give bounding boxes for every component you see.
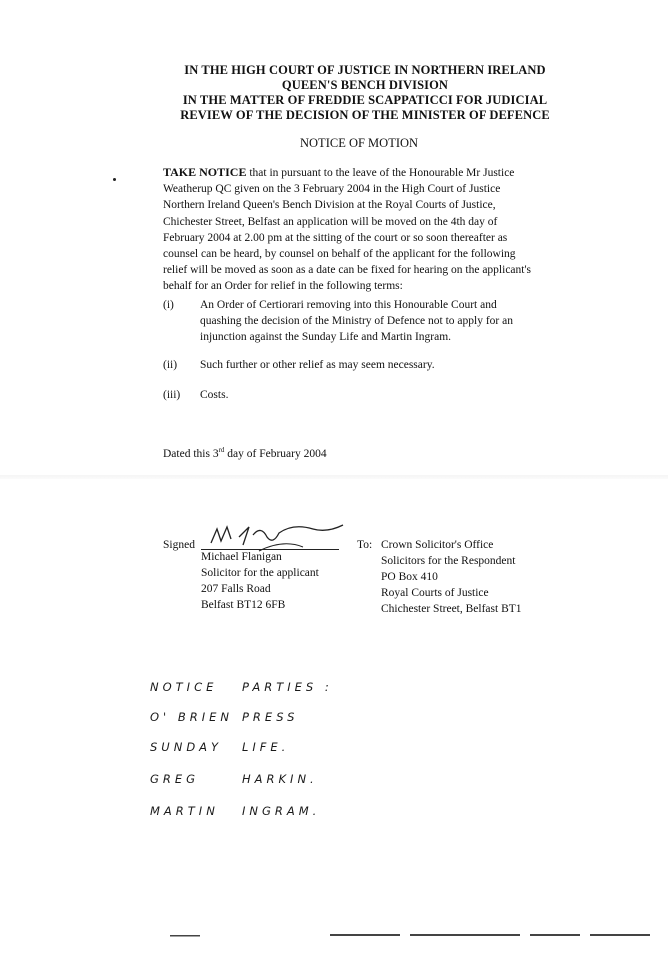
- signatory-details: [201, 549, 319, 613]
- body-line: Weatherup QC given on the 3 February 2004 in the High Court of Justice: [163, 183, 501, 196]
- recipient-label: To:: [357, 539, 373, 551]
- relief-item-line: quashing the decision of the Ministry of Defence not to apply for an: [200, 315, 513, 327]
- relief-item-text: [200, 357, 610, 373]
- relief-item-line: Costs.: [200, 389, 229, 401]
- recipient-details: [381, 537, 522, 617]
- relief-item-number: (ii): [163, 359, 178, 371]
- relief-item-number: (iii): [163, 389, 181, 401]
- handwritten-right: LIFE.: [242, 740, 290, 754]
- dated-line: [163, 446, 327, 460]
- body-line: February 2004 at 2.00 pm at the sitting of the court or so soon thereafter as: [163, 231, 508, 244]
- signatory-address-2: Belfast BT12 6FB: [201, 599, 286, 611]
- relief-item-line: Such further or other relief as may seem necessary.: [200, 359, 435, 371]
- page-fold-shadow: [0, 475, 668, 479]
- dated-ordinal: rd: [218, 446, 225, 454]
- heading-line-2: QUEEN'S BENCH DIVISION: [281, 78, 449, 92]
- body-line: behalf for an Order for relief in the following terms:: [163, 280, 403, 293]
- notice-title: NOTICE OF MOTION: [300, 136, 419, 150]
- recipient-line-4: Royal Courts of Justice: [381, 587, 489, 599]
- handwritten-left: MARTIN: [150, 804, 219, 818]
- signed-label: Signed: [163, 539, 195, 551]
- heading-line-3: IN THE MATTER OF FREDDIE SCAPPATICCI FOR JUDICIAL: [182, 93, 548, 107]
- heading-line-4: REVIEW OF THE DECISION OF THE MINISTER OF DEFENCE: [180, 108, 550, 122]
- handwritten-right: HARKIN.: [242, 772, 318, 786]
- body-line-1-rest: that in pursuant to the leave of the Honourable Mr Justice: [246, 167, 515, 179]
- handwritten-right: INGRAM.: [242, 804, 321, 818]
- handwritten-right: PRESS: [242, 710, 299, 724]
- handwritten-left: GREG: [150, 772, 200, 786]
- body-line: [163, 164, 613, 181]
- court-heading: [150, 63, 580, 123]
- body-line: relief will be moved as soon as a date can be fixed for hearing on the applicant's: [163, 264, 532, 277]
- relief-item-line: injunction against the Sunday Life and Martin Ingram.: [200, 331, 452, 343]
- signatory-name: Michael Flanigan: [201, 551, 282, 563]
- dated-pre: Dated this 3: [163, 448, 219, 460]
- handwritten-left: SUNDAY: [150, 740, 223, 754]
- fax-header-strip: [160, 930, 660, 942]
- body-line: Northern Ireland Queen's Bench Division at the Royal Courts of Justice,: [163, 199, 496, 212]
- dated-post: day of February 2004: [224, 448, 327, 460]
- handwritten-left: O' BRIEN: [150, 710, 234, 724]
- heading-line-1: IN THE HIGH COURT OF JUSTICE IN NORTHERN IRELAND: [184, 63, 546, 77]
- recipient-line-2: Solicitors for the Respondent: [381, 555, 516, 567]
- notice-body: [163, 164, 613, 295]
- handwritten-right: PARTIES :: [242, 680, 333, 694]
- body-lead: TAKE NOTICE: [163, 165, 247, 179]
- recipient-line-3: PO Box 410: [381, 571, 438, 583]
- body-line: Chichester Street, Belfast an application will be moved on the 4th day of: [163, 215, 498, 228]
- signatory-role: Solicitor for the applicant: [201, 567, 319, 579]
- handwritten-notes: [150, 676, 470, 836]
- relief-item-text: [200, 297, 610, 345]
- margin-mark: [113, 178, 116, 181]
- recipient-line-5: Chichester Street, Belfast BT1: [381, 603, 522, 615]
- relief-item-number: (i): [163, 299, 174, 311]
- handwritten-left: NOTICE: [150, 680, 218, 694]
- signatory-address-1: 207 Falls Road: [201, 583, 271, 595]
- body-line: counsel can be heard, by counsel on behalf of the applicant for the following: [163, 248, 516, 261]
- relief-item-line: An Order of Certiorari removing into this Honourable Court and: [200, 299, 497, 311]
- relief-item-text: [200, 387, 610, 403]
- recipient-line-1: Crown Solicitor's Office: [381, 539, 494, 551]
